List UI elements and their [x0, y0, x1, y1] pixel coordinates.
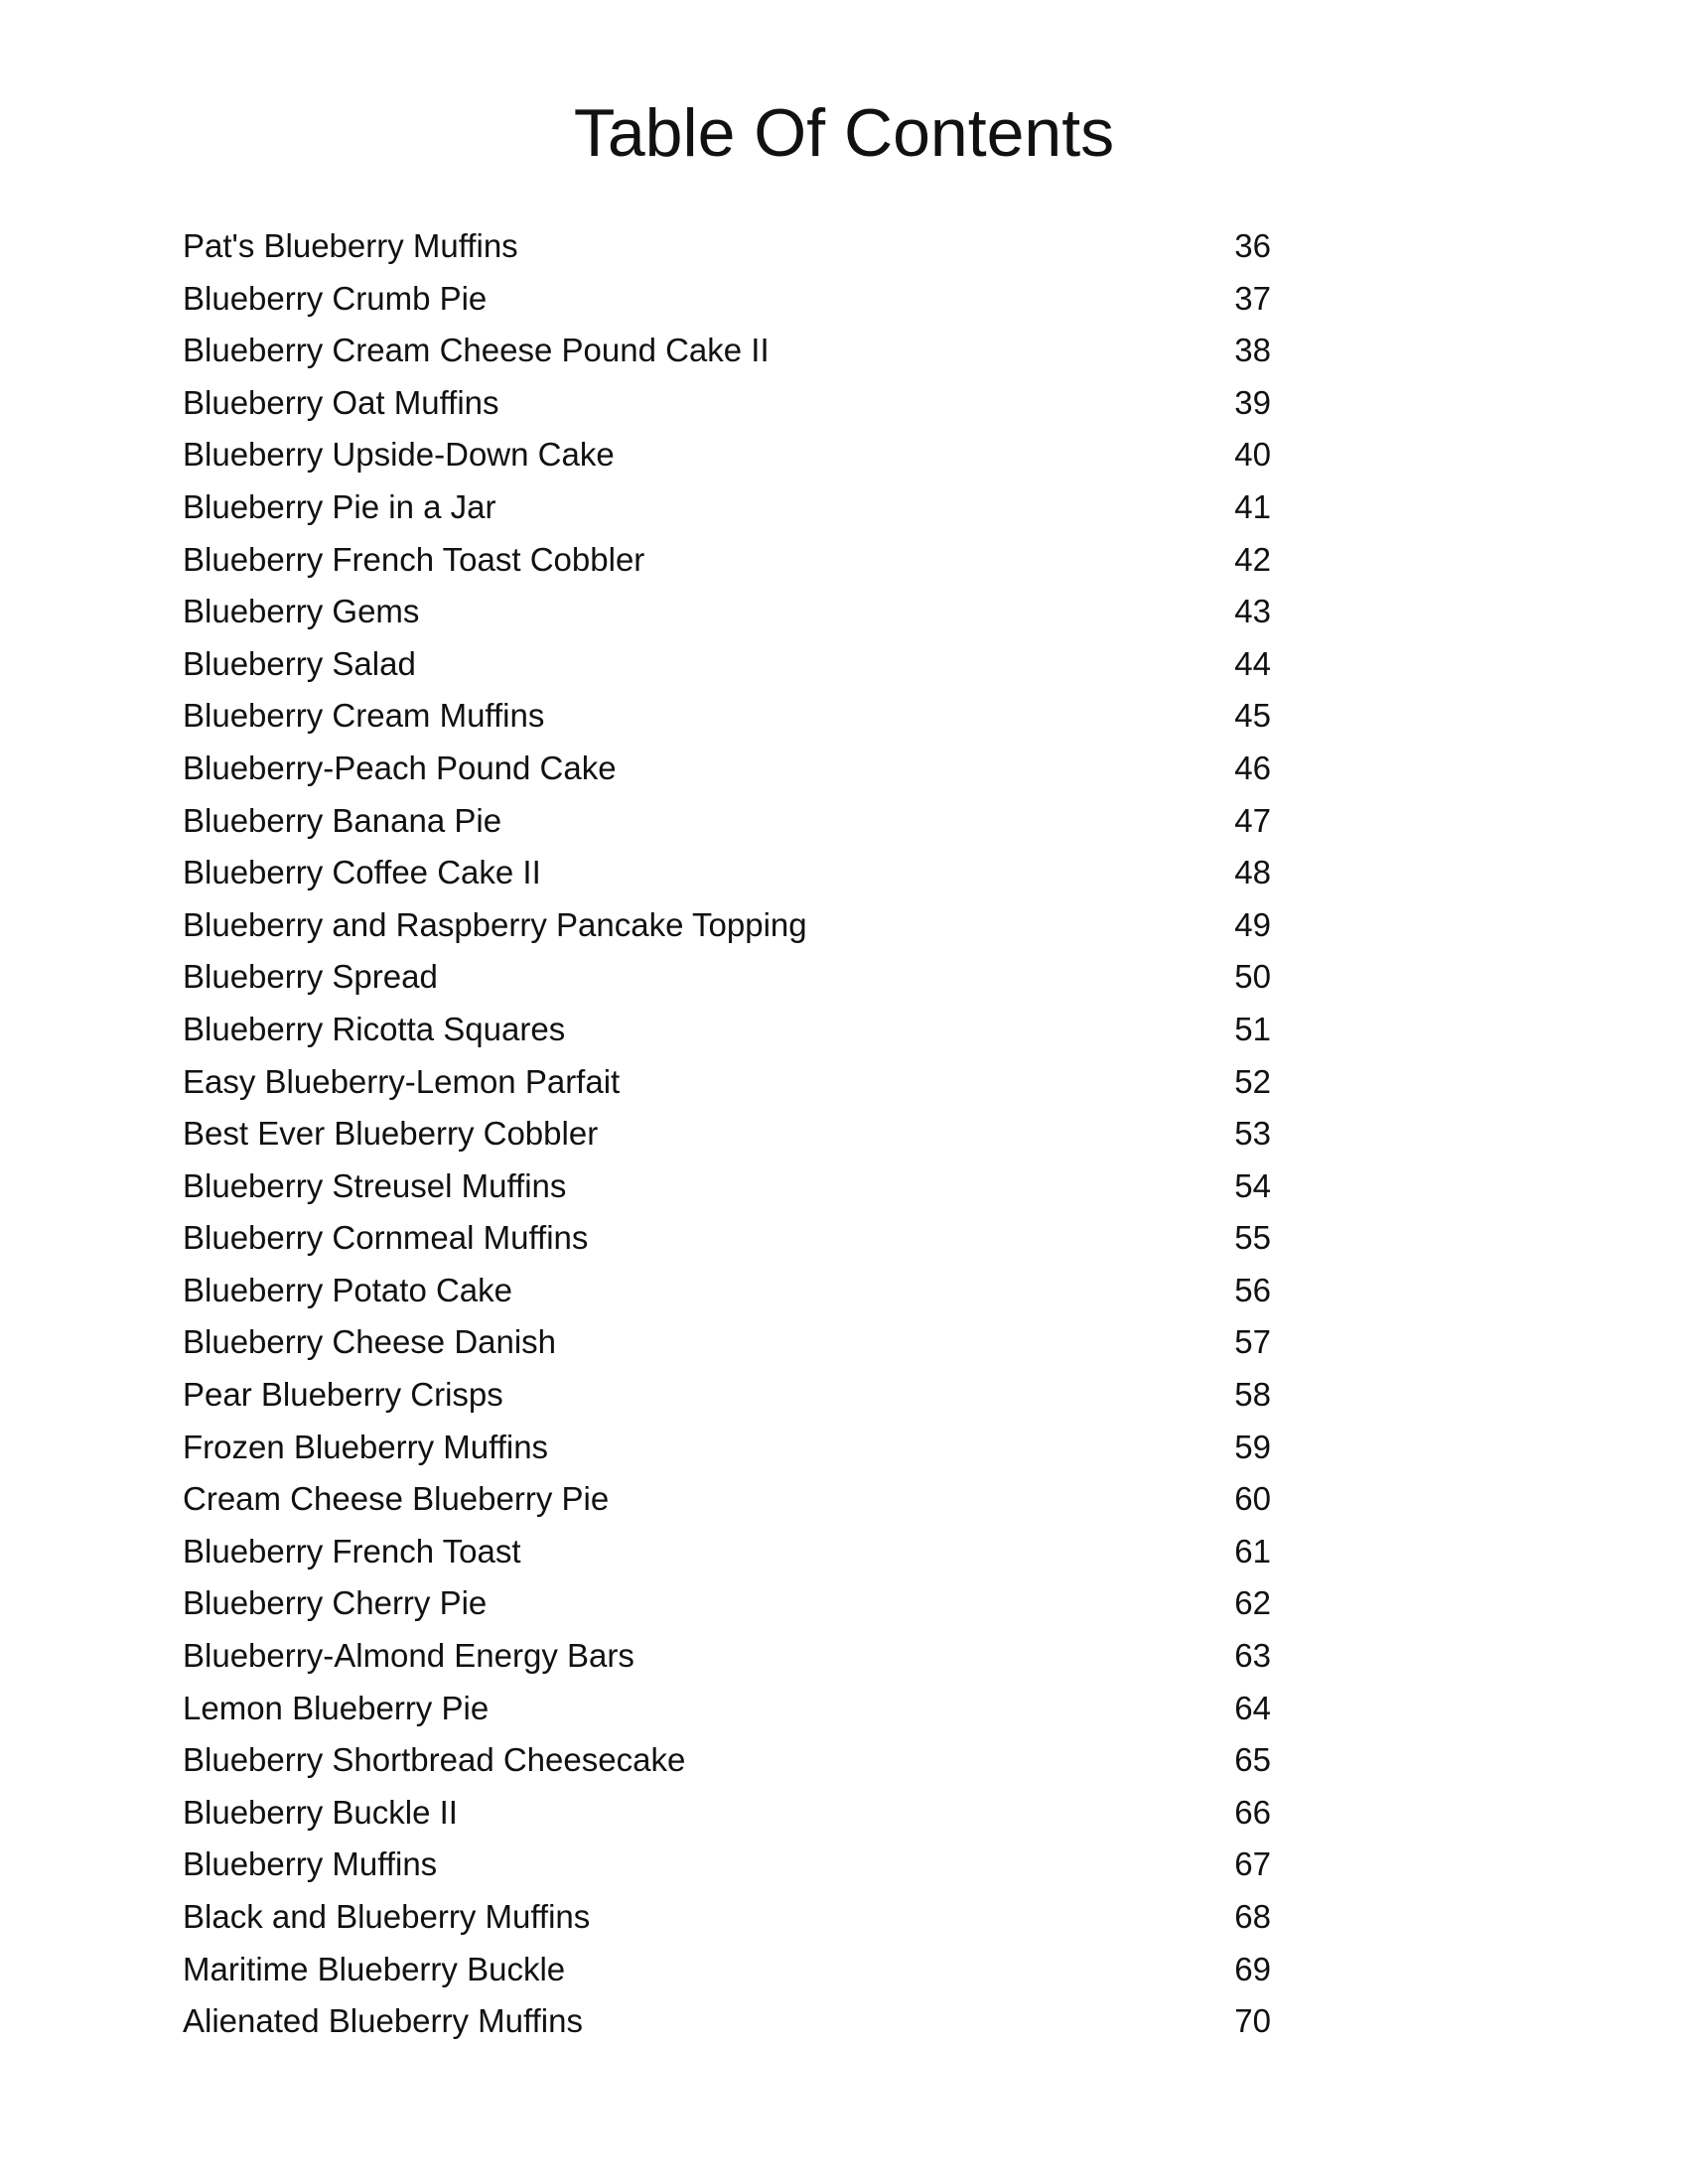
toc-entry-title: Blueberry French Toast	[183, 1532, 521, 1570]
toc-entry-title: Easy Blueberry-Lemon Parfait	[183, 1062, 621, 1100]
toc-entry-page-number: 55	[1234, 1219, 1271, 1257]
toc-entry-title: Blueberry Shortbread Cheesecake	[183, 1741, 686, 1779]
toc-entry-title: Blueberry Pie in a Jar	[183, 487, 496, 525]
page-title: Table Of Contents	[573, 95, 1115, 171]
toc-entry	[0, 1422, 1688, 1474]
toc-entry	[0, 273, 1688, 326]
toc-entry-page-number: 69	[1234, 1950, 1271, 1987]
toc-entry	[0, 1787, 1688, 1840]
toc-entry-title: Frozen Blueberry Muffins	[183, 1428, 549, 1465]
toc-entry-page-number: 48	[1234, 854, 1271, 891]
toc-entry	[0, 1839, 1688, 1891]
toc-entry	[0, 1265, 1688, 1317]
toc-entry-title: Blueberry Crumb Pie	[183, 279, 488, 317]
toc-entry-title: Pat's Blueberry Muffins	[183, 227, 518, 264]
toc-entry-page-number: 52	[1234, 1062, 1271, 1100]
toc-entry-title: Blueberry-Peach Pound Cake	[183, 749, 617, 786]
toc-entry	[0, 534, 1688, 587]
toc-entry-title: Blueberry Buckle II	[183, 1793, 458, 1831]
toc-entry-page-number: 49	[1234, 905, 1271, 943]
toc-entry-title: Alienated Blueberry Muffins	[183, 2002, 583, 2040]
toc-entry	[0, 377, 1688, 430]
toc-entry	[0, 1891, 1688, 1944]
toc-entry-page-number: 56	[1234, 1271, 1271, 1308]
toc-entry-page-number: 59	[1234, 1428, 1271, 1465]
toc-entry-title: Blueberry Cherry Pie	[183, 1584, 488, 1622]
toc-entry-page-number: 63	[1234, 1637, 1271, 1675]
toc-entry-title: Blueberry Gems	[183, 593, 420, 630]
toc-entry-page-number: 62	[1234, 1584, 1271, 1622]
toc-entry-page-number: 64	[1234, 1689, 1271, 1726]
toc-entry	[0, 899, 1688, 952]
toc-entry	[0, 1369, 1688, 1422]
toc-entry-page-number: 46	[1234, 749, 1271, 786]
toc-entry-title: Blueberry Coffee Cake II	[183, 854, 541, 891]
toc-entry	[0, 220, 1688, 273]
toc-entry-page-number: 58	[1234, 1376, 1271, 1414]
toc-entry	[0, 1526, 1688, 1578]
toc-entry	[0, 1473, 1688, 1526]
toc-entry-title: Blueberry Potato Cake	[183, 1271, 513, 1308]
toc-entry	[0, 690, 1688, 743]
toc-entry	[0, 1995, 1688, 2048]
toc-entry-title: Blueberry Cornmeal Muffins	[183, 1219, 589, 1257]
toc-entry-page-number: 60	[1234, 1480, 1271, 1518]
toc-entry-page-number: 44	[1234, 644, 1271, 682]
toc-list	[0, 220, 1688, 2048]
toc-entry	[0, 743, 1688, 795]
toc-entry-title: Cream Cheese Blueberry Pie	[183, 1480, 610, 1518]
toc-entry-page-number: 51	[1234, 1010, 1271, 1047]
toc-entry-title: Blueberry and Raspberry Pancake Topping	[183, 905, 807, 943]
toc-entry	[0, 1316, 1688, 1369]
toc-entry-title: Blueberry French Toast Cobbler	[183, 540, 645, 578]
toc-entry-title: Blueberry Spread	[183, 958, 438, 996]
toc-entry-page-number: 37	[1234, 279, 1271, 317]
toc-entry-page-number: 42	[1234, 540, 1271, 578]
toc-entry	[0, 1160, 1688, 1213]
toc-entry-page-number: 36	[1234, 227, 1271, 264]
toc-entry-title: Blueberry Cream Muffins	[183, 697, 545, 735]
toc-entry-title: Blueberry Ricotta Squares	[183, 1010, 566, 1047]
toc-entry	[0, 1577, 1688, 1630]
toc-entry-page-number: 61	[1234, 1532, 1271, 1570]
toc-entry-page-number: 67	[1234, 1845, 1271, 1883]
toc-entry	[0, 481, 1688, 534]
toc-entry-title: Lemon Blueberry Pie	[183, 1689, 490, 1726]
toc-entry-title: Blueberry Cream Cheese Pound Cake II	[183, 332, 770, 369]
toc-entry-title: Pear Blueberry Crisps	[183, 1376, 503, 1414]
toc-entry-page-number: 53	[1234, 1115, 1271, 1153]
toc-entry-page-number: 68	[1234, 1898, 1271, 1935]
toc-entry	[0, 1734, 1688, 1787]
toc-entry-title: Blueberry Banana Pie	[183, 801, 502, 839]
toc-entry-page-number: 54	[1234, 1166, 1271, 1204]
toc-entry	[0, 951, 1688, 1004]
toc-entry	[0, 1683, 1688, 1735]
toc-entry	[0, 1212, 1688, 1265]
toc-entry	[0, 1944, 1688, 1996]
toc-entry-title: Blueberry Cheese Danish	[183, 1323, 557, 1361]
toc-entry-title: Blueberry Muffins	[183, 1845, 438, 1883]
toc-entry-page-number: 66	[1234, 1793, 1271, 1831]
toc-entry-page-number: 40	[1234, 436, 1271, 474]
toc-entry	[0, 1108, 1688, 1160]
toc-entry-title: Blueberry Upside-Down Cake	[183, 436, 615, 474]
toc-entry-page-number: 47	[1234, 801, 1271, 839]
toc-entry-page-number: 50	[1234, 958, 1271, 996]
toc-entry-page-number: 57	[1234, 1323, 1271, 1361]
toc-entry	[0, 638, 1688, 691]
toc-entry-title: Blueberry-Almond Energy Bars	[183, 1637, 634, 1675]
toc-entry-title: Blueberry Oat Muffins	[183, 383, 499, 421]
toc-entry-page-number: 45	[1234, 697, 1271, 735]
toc-entry-title: Black and Blueberry Muffins	[183, 1898, 591, 1935]
toc-entry-page-number: 65	[1234, 1741, 1271, 1779]
toc-entry-title: Blueberry Salad	[183, 644, 416, 682]
toc-entry-page-number: 43	[1234, 593, 1271, 630]
toc-entry	[0, 1630, 1688, 1683]
toc-entry	[0, 1056, 1688, 1109]
toc-entry	[0, 325, 1688, 377]
toc-entry-page-number: 41	[1234, 487, 1271, 525]
toc-entry	[0, 1004, 1688, 1056]
toc-entry-page-number: 70	[1234, 2002, 1271, 2040]
toc-entry-title: Best Ever Blueberry Cobbler	[183, 1115, 599, 1153]
toc-entry	[0, 429, 1688, 481]
toc-entry	[0, 847, 1688, 899]
toc-entry-page-number: 39	[1234, 383, 1271, 421]
toc-entry	[0, 586, 1688, 638]
toc-entry-title: Blueberry Streusel Muffins	[183, 1166, 567, 1204]
toc-entry	[0, 795, 1688, 848]
toc-entry-page-number: 38	[1234, 332, 1271, 369]
toc-entry-title: Maritime Blueberry Buckle	[183, 1950, 566, 1987]
